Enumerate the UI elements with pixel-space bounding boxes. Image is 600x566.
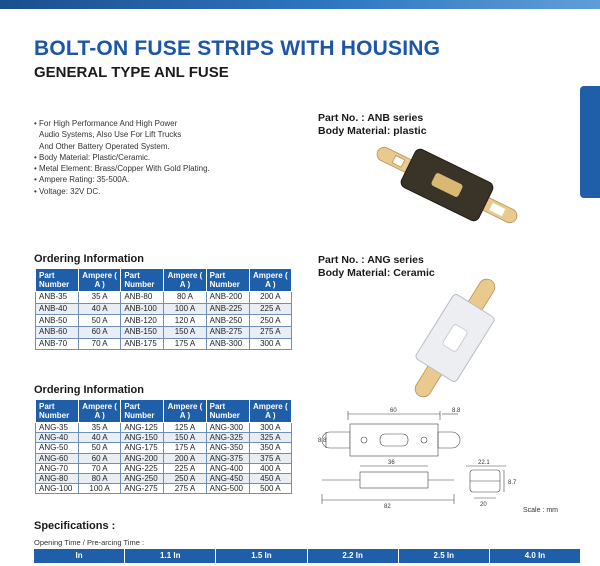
cell: 250 A — [249, 315, 291, 327]
table-row — [36, 303, 292, 315]
cell: ANG-60 — [36, 453, 79, 463]
cell: ANB-150 — [121, 327, 164, 339]
col-header: Ampere ( A ) — [164, 400, 206, 423]
cell: 100 A — [164, 303, 206, 315]
cell: 250 A — [164, 473, 206, 483]
cell: 100 A — [78, 484, 120, 494]
table-row — [36, 484, 292, 494]
cell: 275 A — [249, 327, 291, 339]
ordering-title-ang: Ordering Information — [34, 384, 144, 396]
cell: 200 A — [249, 292, 291, 304]
cell: 70 A — [78, 463, 120, 473]
cell: 175 A — [164, 338, 206, 350]
specifications-title: Specifications : — [34, 520, 116, 532]
cell: 400 A — [249, 463, 291, 473]
table-row — [36, 433, 292, 443]
cell: ANG-70 — [36, 463, 79, 473]
col-header: Ampere ( A ) — [78, 400, 120, 423]
dim-length-top: 60 — [390, 408, 397, 414]
cell: ANG-100 — [36, 484, 79, 494]
cell: ANB-100 — [121, 303, 164, 315]
dim-tab-left: 8.8 — [318, 438, 327, 444]
col-header: Ampere ( A ) — [249, 269, 291, 292]
dimension-drawing — [318, 402, 518, 510]
table-row — [36, 327, 292, 339]
cell: 120 A — [164, 315, 206, 327]
cell: ANB-225 — [206, 303, 249, 315]
dim-tab-right: 8.8 — [452, 408, 461, 414]
col-header: Part Number — [121, 269, 164, 292]
cell: ANB-80 — [121, 292, 164, 304]
table-row — [36, 292, 292, 304]
ordering-title-anb: Ordering Information — [34, 253, 144, 265]
col-header: Part Number — [36, 269, 79, 292]
table-row — [36, 338, 292, 350]
spec-col-header: 4.0 In — [524, 551, 546, 560]
feature-list — [34, 118, 294, 197]
dim-overall: 82 — [384, 504, 391, 510]
cell: 60 A — [78, 327, 120, 339]
feature-item: • Body Material: Plastic/Ceramic. — [34, 152, 294, 163]
anb-part-number: Part No. : ANB series — [318, 112, 424, 124]
anb-ordering-table — [35, 268, 292, 350]
cell: 40 A — [78, 433, 120, 443]
ang-fuse-image — [395, 278, 515, 398]
cell: ANG-325 — [206, 433, 249, 443]
top-banner — [0, 0, 600, 9]
dim-width: 22.1 — [478, 460, 490, 466]
cell: 225 A — [249, 303, 291, 315]
ang-body-material: Body Material: Ceramic — [318, 267, 435, 279]
cell: 50 A — [78, 443, 120, 453]
cell: 300 A — [249, 338, 291, 350]
cell: 500 A — [249, 484, 291, 494]
col-header: Ampere ( A ) — [164, 269, 206, 292]
cell: 225 A — [164, 463, 206, 473]
cell: ANB-300 — [206, 338, 249, 350]
col-header: Part Number — [206, 400, 249, 423]
cell: 70 A — [78, 338, 120, 350]
side-tab — [580, 86, 600, 198]
cell: 35 A — [78, 423, 120, 433]
cell: ANG-175 — [121, 443, 164, 453]
cell: ANG-400 — [206, 463, 249, 473]
col-header: Part Number — [36, 400, 79, 423]
ang-info — [318, 254, 435, 280]
anb-fuse-image — [372, 140, 522, 230]
table-row — [36, 463, 292, 473]
cell: ANG-200 — [121, 453, 164, 463]
cell: ANG-300 — [206, 423, 249, 433]
cell: 350 A — [249, 443, 291, 453]
cell: 60 A — [78, 453, 120, 463]
cell: 80 A — [164, 292, 206, 304]
feature-item: • Ampere Rating: 35-500A. — [34, 174, 294, 185]
ang-part-number: Part No. : ANG series — [318, 254, 424, 266]
anb-body-material: Body Material: plastic — [318, 125, 427, 137]
spec-col-header: 2.2 In — [308, 549, 399, 563]
cell: ANG-250 — [121, 473, 164, 483]
cell: 35 A — [78, 292, 120, 304]
cell: ANG-350 — [206, 443, 249, 453]
spec-col-header: 1.1 In — [125, 549, 216, 563]
page-title: BOLT-ON FUSE STRIPS WITH HOUSING — [34, 37, 441, 60]
feature-item: • For High Performance And High Power Audio Systems, Also Use For Lift Trucks And Other Battery Operated System. — [34, 118, 294, 152]
cell: ANB-35 — [36, 292, 79, 304]
cell: ANG-500 — [206, 484, 249, 494]
anb-info — [318, 112, 427, 138]
cell: ANG-375 — [206, 453, 249, 463]
cell: ANB-175 — [121, 338, 164, 350]
table-row — [36, 453, 292, 463]
cell: 375 A — [249, 453, 291, 463]
spec-col-header: 1.5 In — [216, 549, 307, 563]
cell: 325 A — [249, 433, 291, 443]
table-row — [36, 423, 292, 433]
cell: ANB-275 — [206, 327, 249, 339]
cell: 80 A — [78, 473, 120, 483]
cell: ANB-120 — [121, 315, 164, 327]
cell: ANG-35 — [36, 423, 79, 433]
cell: 150 A — [164, 327, 206, 339]
table-row — [36, 315, 292, 327]
cell: 150 A — [164, 433, 206, 443]
spec-col-header: In — [34, 549, 125, 563]
cell: ANG-225 — [121, 463, 164, 473]
specifications-subtitle: Opening Time / Pre-arcing Time : — [34, 538, 145, 547]
cell: ANB-200 — [206, 292, 249, 304]
feature-item: • Voltage: 32V DC. — [34, 186, 294, 197]
col-header: Ampere ( A ) — [78, 269, 120, 292]
cell: ANG-80 — [36, 473, 79, 483]
cell: 450 A — [249, 473, 291, 483]
specifications-header-row — [34, 549, 580, 563]
col-header: Ampere ( A ) — [249, 400, 291, 423]
feature-item: • Metal Element: Brass/Copper With Gold Plating. — [34, 163, 294, 174]
cell: ANB-250 — [206, 315, 249, 327]
cell: 40 A — [78, 303, 120, 315]
dim-body: 36 — [388, 460, 395, 466]
dim-height: 8.7 — [508, 480, 517, 486]
cell: ANB-60 — [36, 327, 79, 339]
cell: ANB-70 — [36, 338, 79, 350]
table-row — [36, 443, 292, 453]
dim-base: 20 — [480, 502, 487, 508]
table-row — [36, 473, 292, 483]
spec-col-header: 2.5 In — [399, 549, 490, 563]
cell: ANB-40 — [36, 303, 79, 315]
cell: ANG-125 — [121, 423, 164, 433]
cell: ANG-50 — [36, 443, 79, 453]
ang-ordering-table — [35, 399, 292, 494]
cell: 275 A — [164, 484, 206, 494]
page-subtitle: GENERAL TYPE ANL FUSE — [34, 64, 229, 81]
cell: 300 A — [249, 423, 291, 433]
col-header: Part Number — [206, 269, 249, 292]
cell: 125 A — [164, 423, 206, 433]
scale-note: Scale : mm — [523, 507, 559, 514]
cell: 175 A — [164, 443, 206, 453]
col-header: Part Number — [121, 400, 164, 423]
cell: ANG-275 — [121, 484, 164, 494]
cell: ANB-50 — [36, 315, 79, 327]
cell: ANG-450 — [206, 473, 249, 483]
cell: ANG-40 — [36, 433, 79, 443]
cell: 200 A — [164, 453, 206, 463]
cell: 50 A — [78, 315, 120, 327]
cell: ANG-150 — [121, 433, 164, 443]
